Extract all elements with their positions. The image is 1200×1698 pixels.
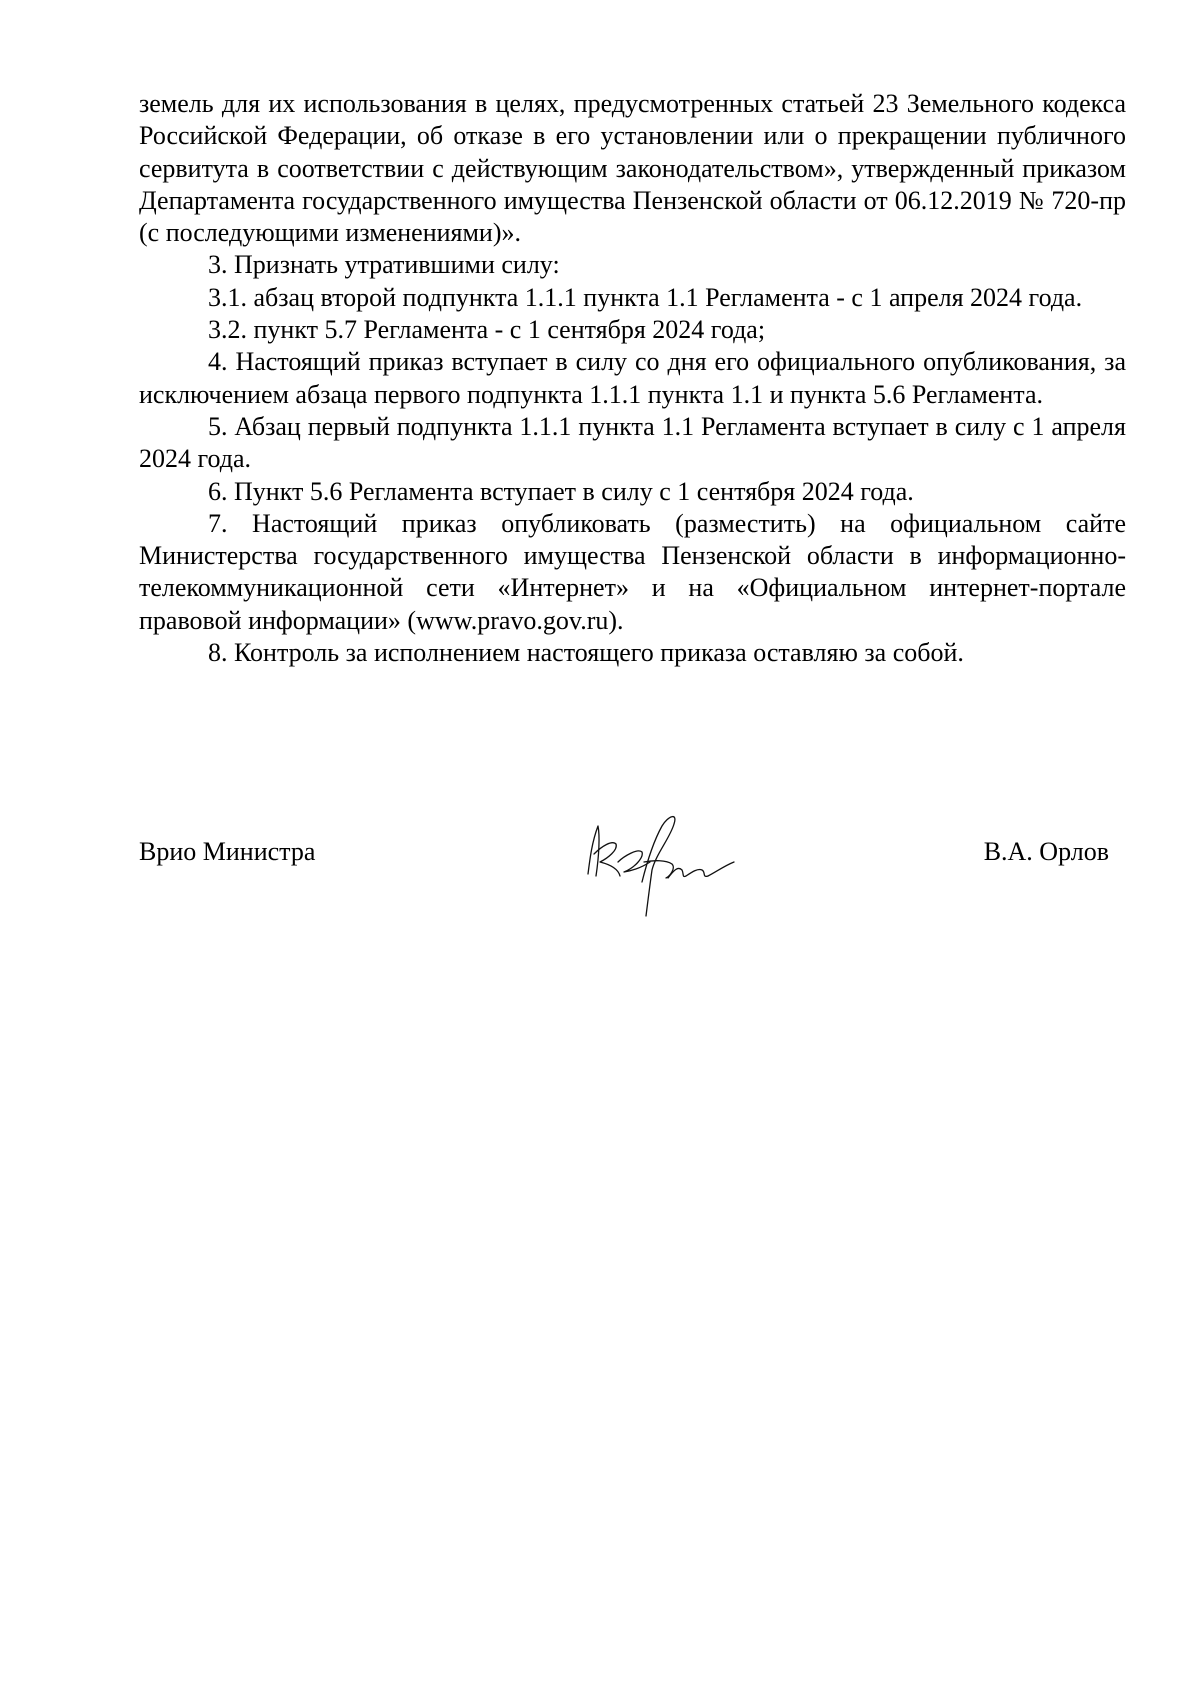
document-body [139,88,1126,669]
paragraph-item-3-2: 3.2. пункт 5.7 Регламента - с 1 сентября 2024 года; [208,315,766,345]
paragraph-item-8: 8. Контроль за исполнением настоящего приказа оставляю за собой. [208,638,964,668]
paragraph-item-6: 6. Пункт 5.6 Регламента вступает в силу с 1 сентября 2024 года. [208,476,914,506]
signatory-name: В.А. Орлов [983,837,1109,866]
paragraph-item-3: 3. Признать утратившими силу: [208,250,560,280]
paragraph-item-5: 5. Абзац первый подпункта 1.1.1 пункта 1.1 Регламента вступает в силу с 1 апреля 2024 года. [139,411,1126,474]
paragraph-item-7: 7. Настоящий приказ опубликовать (разместить) на официальном сайте Министерства государственного имущества Пензенской области в информационно-телекоммуникационной сети «Интернет» и на «Официальном интернет-портале правовой информации» (www.pravo.gov.ru). [139,508,1126,635]
paragraph-item-3-1: 3.1. абзац второй подпункта 1.1.1 пункта 1.1 Регламента - с 1 апреля 2024 года. [208,282,1083,312]
signatory-role: Врио Министра [139,837,316,866]
paragraph-item-4: 4. Настоящий приказ вступает в силу со дня его официального опубликования, за исключением абзаца первого подпункта 1.1.1 пункта 1.1 и пункта 5.6 Регламента. [139,347,1126,409]
handwritten-signature [582,796,742,926]
paragraph-continuation: земель для их использования в целях, предусмотренных статьей 23 Земельного кодекса Российской Федерации, об отказе в его установлении или о прекращении публичного сервитута в соответствии с действующим законодательством», утвержденный приказом Департамента государственного имущества Пензенской области от 06.12.2019 № 720-пр (с последующими изменениями)». [139,89,1126,248]
